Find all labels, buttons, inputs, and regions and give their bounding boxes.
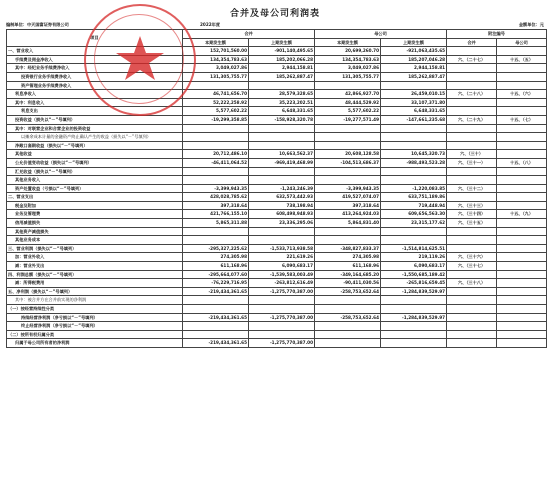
- row-item-label: 税金及附加: [7, 201, 183, 210]
- note-parent-value: [497, 47, 547, 56]
- consolidated-current-value: 20,712,486.10: [183, 150, 249, 159]
- parent-previous-value: 6,090,683.17: [381, 262, 447, 271]
- row-item-label: 减：营业外支出: [7, 262, 183, 271]
- consolidated-current-value: -219,434,361.65: [183, 287, 249, 296]
- consolidated-current-value: -76,229,716.95: [183, 279, 249, 288]
- table-row: [7, 141, 547, 150]
- consolidated-previous-value: -969,419,468.99: [249, 158, 315, 167]
- parent-previous-value: -1,284,839,529.97: [381, 287, 447, 296]
- consolidated-previous-value: -1,533,713,938.58: [249, 244, 315, 253]
- parent-current-value: -90,411,030.56: [315, 279, 381, 288]
- consolidated-previous-value: -1,243,246.39: [249, 184, 315, 193]
- consolidated-previous-value: 6,648,331.65: [249, 107, 315, 116]
- parent-current-value: [315, 236, 381, 245]
- consolidated-current-value: [183, 236, 249, 245]
- row-item-label: 业务及管理费: [7, 210, 183, 219]
- note-consolidated-value: [447, 236, 497, 245]
- consolidated-current-value: [183, 305, 249, 314]
- row-item-label: 五、净利润（损失以“－”号填列）: [7, 287, 183, 296]
- parent-current-value: 413,264,924.03: [315, 210, 381, 219]
- parent-current-value: [315, 305, 381, 314]
- parent-previous-value: 719,448.94: [381, 201, 447, 210]
- row-item-label: 投资银行业务手续费净收入: [7, 72, 183, 81]
- consolidated-current-value: 5,865,311.88: [183, 219, 249, 228]
- parent-previous-value: [381, 305, 447, 314]
- parent-current-value: -349,164,685.20: [315, 270, 381, 279]
- note-consolidated-value: 六、（三十四）: [447, 210, 497, 219]
- note-consolidated-value: [447, 64, 497, 73]
- parent-current-value: [315, 124, 381, 133]
- consolidated-previous-value: 185,262,887.47: [249, 72, 315, 81]
- parent-previous-value: [381, 133, 447, 142]
- consolidated-previous-value: [249, 167, 315, 176]
- parent-current-value: 134,354,783.63: [315, 55, 381, 64]
- col-group-consolidated: 合并: [183, 30, 315, 39]
- consolidated-previous-value: [249, 141, 315, 150]
- consolidated-current-value: 274,305.98: [183, 253, 249, 262]
- row-item-label: 汇兑收益（损失以“－”号填列）: [7, 167, 183, 176]
- parent-previous-value: -921,063,435.65: [381, 47, 447, 56]
- consolidated-previous-value: 28,579,328.65: [249, 90, 315, 99]
- table-row: [7, 219, 547, 228]
- table-row: [7, 72, 547, 81]
- col-note-parent: 母公司: [497, 38, 547, 47]
- note-consolidated-value: 六、（三十三）: [447, 201, 497, 210]
- row-item-label: 减：所得税费用: [7, 279, 183, 288]
- currency-unit: 金额单位：元: [518, 22, 544, 27]
- note-consolidated-value: [447, 167, 497, 176]
- income-statement-table: [6, 29, 547, 348]
- table-row: [7, 330, 547, 339]
- note-consolidated-value: [447, 193, 497, 202]
- note-consolidated-value: 六、（三十七）: [447, 262, 497, 271]
- parent-current-value: [315, 141, 381, 150]
- row-item-label: 其他业务成本: [7, 236, 183, 245]
- consolidated-previous-value: 185,202,066.28: [249, 55, 315, 64]
- note-parent-value: [497, 124, 547, 133]
- row-item-label: 其中：经纪业务手续费净收入: [7, 64, 183, 73]
- note-parent-value: [497, 133, 547, 142]
- consolidated-previous-value: 23,336,295.06: [249, 219, 315, 228]
- row-item-label: 加：营业外收入: [7, 253, 183, 262]
- consolidated-current-value: [183, 227, 249, 236]
- parent-previous-value: [381, 236, 447, 245]
- note-parent-value: 十五、（六）: [497, 90, 547, 99]
- note-consolidated-value: 六、（三十五）: [447, 219, 497, 228]
- note-consolidated-value: [447, 296, 497, 305]
- consolidated-previous-value: -1,275,770,387.00: [249, 313, 315, 322]
- parent-previous-value: [381, 141, 447, 150]
- table-row: [7, 270, 547, 279]
- statement-year: 2022年度: [200, 22, 221, 27]
- row-item-label: 其中：对联营企业和合营企业的投资收益: [7, 124, 183, 133]
- consolidated-current-value: 3,049,027.86: [183, 64, 249, 73]
- note-consolidated-value: [447, 244, 497, 253]
- parent-previous-value: [381, 176, 447, 185]
- row-item-label: 公允价值变动收益（损失以“－”号填列）: [7, 158, 183, 167]
- note-parent-value: [497, 296, 547, 305]
- parent-previous-value: -1,514,814,625.51: [381, 244, 447, 253]
- table-row: [7, 98, 547, 107]
- note-consolidated-value: [447, 124, 497, 133]
- parent-previous-value: 219,119.26: [381, 253, 447, 262]
- consolidated-previous-value: [249, 305, 315, 314]
- table-row: [7, 158, 547, 167]
- table-row: [7, 47, 547, 56]
- parent-current-value: -3,399,943.35: [315, 184, 381, 193]
- consolidated-previous-value: 6,090,683.17: [249, 262, 315, 271]
- parent-previous-value: 23,315,177.62: [381, 219, 447, 228]
- parent-previous-value: [381, 167, 447, 176]
- consolidated-current-value: [183, 141, 249, 150]
- parent-current-value: 5,577,602.22: [315, 107, 381, 116]
- table-row: [7, 55, 547, 64]
- parent-previous-value: 609,656,563.30: [381, 210, 447, 219]
- table-row: [7, 262, 547, 271]
- parent-previous-value: 10,645,320.73: [381, 150, 447, 159]
- parent-previous-value: [381, 322, 447, 331]
- note-consolidated-value: [447, 339, 497, 348]
- note-consolidated-value: [447, 227, 497, 236]
- row-item-label: （二）按所有权归属分类: [7, 330, 183, 339]
- parent-previous-value: 185,262,887.47: [381, 72, 447, 81]
- table-row: [7, 244, 547, 253]
- consolidated-previous-value: -1,275,770,387.00: [249, 339, 315, 348]
- row-item-label: 四、利润总额（损失以“－”号填列）: [7, 270, 183, 279]
- consolidated-previous-value: 2,944,158.81: [249, 64, 315, 73]
- consolidated-current-value: -219,434,361.65: [183, 339, 249, 348]
- note-parent-value: 十五、（七）: [497, 115, 547, 124]
- parent-current-value: [315, 133, 381, 142]
- parent-previous-value: [381, 227, 447, 236]
- consolidated-previous-value: 221,619.26: [249, 253, 315, 262]
- note-consolidated-value: 六、（三十六）: [447, 253, 497, 262]
- row-item-label: 持续经营净利润（净亏损以“－”号填列）: [7, 313, 183, 322]
- note-parent-value: 十五、（九）: [497, 210, 547, 219]
- note-consolidated-value: [447, 107, 497, 116]
- consolidated-previous-value: 35,223,202.51: [249, 98, 315, 107]
- parent-current-value: [315, 296, 381, 305]
- note-parent-value: [497, 72, 547, 81]
- parent-current-value: -348,827,833.37: [315, 244, 381, 253]
- table-row: [7, 81, 547, 90]
- row-item-label: 手续费及佣金净收入: [7, 55, 183, 64]
- parent-current-value: 397,318.64: [315, 201, 381, 210]
- parent-current-value: 274,305.98: [315, 253, 381, 262]
- note-parent-value: [497, 107, 547, 116]
- parent-current-value: 42,866,927.70: [315, 90, 381, 99]
- consolidated-previous-value: 632,573,442.93: [249, 193, 315, 202]
- parent-previous-value: 633,751,189.86: [381, 193, 447, 202]
- note-parent-value: [497, 64, 547, 73]
- parent-current-value: 131,305,755.77: [315, 72, 381, 81]
- table-row: [7, 339, 547, 348]
- note-parent-value: [497, 167, 547, 176]
- parent-previous-value: 26,459,010.15: [381, 90, 447, 99]
- consolidated-current-value: 428,028,785.62: [183, 193, 249, 202]
- consolidated-previous-value: -901,140,495.65: [249, 47, 315, 56]
- consolidated-current-value: [183, 296, 249, 305]
- consolidated-current-value: [183, 81, 249, 90]
- row-item-label: 资产处置收益（亏损以“－”号填列）: [7, 184, 183, 193]
- row-item-label: 净敞口套期收益（损失以“－”号填列）: [7, 141, 183, 150]
- table-row: [7, 107, 547, 116]
- note-parent-value: [497, 305, 547, 314]
- table-row: [7, 64, 547, 73]
- consolidated-current-value: [183, 330, 249, 339]
- parent-previous-value: 33,107,371.80: [381, 98, 447, 107]
- note-parent-value: [497, 141, 547, 150]
- note-consolidated-value: 六、（三十一）: [447, 158, 497, 167]
- statement-body: [7, 47, 547, 348]
- row-item-label: 其他业务收入: [7, 176, 183, 185]
- consolidated-previous-value: -1,275,770,387.00: [249, 287, 315, 296]
- parent-current-value: -104,513,686.37: [315, 158, 381, 167]
- note-consolidated-value: [447, 72, 497, 81]
- table-row: [7, 322, 547, 331]
- row-item-label: 归属于母公司所有者的净利润: [7, 339, 183, 348]
- consolidated-current-value: 46,741,656.70: [183, 90, 249, 99]
- row-item-label: 利息净收入: [7, 90, 183, 99]
- consolidated-current-value: 611,168.96: [183, 262, 249, 271]
- parent-previous-value: [381, 81, 447, 90]
- note-consolidated-value: 六、（二十八）: [447, 90, 497, 99]
- col-group-notes: 附注编号: [447, 30, 547, 39]
- row-item-label: 终止经营净利润（净亏损以“－”号填列）: [7, 322, 183, 331]
- consolidated-previous-value: [249, 176, 315, 185]
- parent-previous-value: -147,661,235.68: [381, 115, 447, 124]
- note-parent-value: [497, 193, 547, 202]
- note-consolidated-value: [447, 313, 497, 322]
- row-item-label: 利息支出: [7, 107, 183, 116]
- table-row: [7, 184, 547, 193]
- note-parent-value: [497, 339, 547, 348]
- note-consolidated-value: 六、（二十九）: [447, 115, 497, 124]
- consolidated-current-value: [183, 124, 249, 133]
- note-consolidated-value: [447, 330, 497, 339]
- note-consolidated-value: 六、（二十七）: [447, 55, 497, 64]
- row-item-label: 二、营业支出: [7, 193, 183, 202]
- note-parent-value: [497, 98, 547, 107]
- note-consolidated-value: [447, 322, 497, 331]
- consolidated-previous-value: 608,498,948.93: [249, 210, 315, 219]
- consolidated-previous-value: [249, 330, 315, 339]
- parent-previous-value: 6,648,331.65: [381, 107, 447, 116]
- col-parent-current: 本期发生额: [315, 38, 381, 47]
- parent-current-value: [315, 81, 381, 90]
- statement-title: 合并及母公司利润表: [229, 9, 320, 19]
- row-item-label: 信用减值损失: [7, 219, 183, 228]
- consolidated-current-value: -295,664,077.60: [183, 270, 249, 279]
- row-item-label: 其他收益: [7, 150, 183, 159]
- parent-previous-value: -265,816,659.45: [381, 279, 447, 288]
- parent-current-value: [315, 339, 381, 348]
- consolidated-previous-value: -158,928,320.78: [249, 115, 315, 124]
- note-parent-value: [497, 219, 547, 228]
- consolidated-previous-value: 10,663,562.37: [249, 150, 315, 159]
- table-row: [7, 90, 547, 99]
- row-item-label: 三、营业利润（损失以“－”号填列）: [7, 244, 183, 253]
- consolidated-current-value: 397,318.64: [183, 201, 249, 210]
- table-row: [7, 133, 547, 142]
- parent-current-value: 3,049,027.86: [315, 64, 381, 73]
- parent-previous-value: -1,220,083.85: [381, 184, 447, 193]
- note-parent-value: [497, 244, 547, 253]
- note-parent-value: [497, 279, 547, 288]
- table-row: [7, 150, 547, 159]
- consolidated-current-value: 131,305,755.77: [183, 72, 249, 81]
- consolidated-current-value: [183, 133, 249, 142]
- note-parent-value: 十五、（八）: [497, 158, 547, 167]
- table-row: [7, 124, 547, 133]
- consolidated-previous-value: [249, 322, 315, 331]
- parent-previous-value: [381, 339, 447, 348]
- parent-current-value: [315, 322, 381, 331]
- parent-current-value: 48,444,529.92: [315, 98, 381, 107]
- note-parent-value: [497, 236, 547, 245]
- parent-previous-value: [381, 330, 447, 339]
- consolidated-previous-value: [249, 296, 315, 305]
- consolidated-current-value: 134,354,783.63: [183, 55, 249, 64]
- consolidated-current-value: [183, 322, 249, 331]
- parent-previous-value: 185,207,046.28: [381, 55, 447, 64]
- table-row: [7, 193, 547, 202]
- note-consolidated-value: [447, 287, 497, 296]
- row-item-label: 其他资产减值损失: [7, 227, 183, 236]
- note-consolidated-value: 六、（三十八）: [447, 279, 497, 288]
- consolidated-previous-value: [249, 227, 315, 236]
- table-row: [7, 236, 547, 245]
- table-row: [7, 167, 547, 176]
- consolidated-current-value: -46,411,064.52: [183, 158, 249, 167]
- note-consolidated-value: [447, 141, 497, 150]
- row-item-label: 其中：被合并方在合并前实现的净利润: [7, 296, 183, 305]
- col-group-parent: 母公司: [315, 30, 447, 39]
- note-parent-value: [497, 81, 547, 90]
- parent-current-value: -19,277,571.49: [315, 115, 381, 124]
- note-parent-value: [497, 184, 547, 193]
- note-parent-value: [497, 287, 547, 296]
- note-parent-value: [497, 253, 547, 262]
- parent-current-value: 611,168.96: [315, 262, 381, 271]
- consolidated-previous-value: 738,198.94: [249, 201, 315, 210]
- table-row: [7, 227, 547, 236]
- consolidated-current-value: 52,222,258.92: [183, 98, 249, 107]
- note-parent-value: [497, 270, 547, 279]
- note-consolidated-value: [447, 305, 497, 314]
- consolidated-previous-value: [249, 124, 315, 133]
- parent-previous-value: 2,944,158.81: [381, 64, 447, 73]
- row-item-label: 以摊余成本计量的金融资产终止确认产生的收益（损失以“－”号填列）: [7, 133, 183, 142]
- consolidated-previous-value: [249, 133, 315, 142]
- header-row-groups: [7, 30, 547, 39]
- parent-current-value: 20,699,260.70: [315, 47, 381, 56]
- col-item-header: 项目: [7, 30, 183, 47]
- consolidated-current-value: [183, 176, 249, 185]
- row-item-label: 其中：利息收入: [7, 98, 183, 107]
- parent-current-value: 20,608,128.58: [315, 150, 381, 159]
- note-consolidated-value: 六、（三十二）: [447, 184, 497, 193]
- table-row: [7, 287, 547, 296]
- consolidated-previous-value: -1,539,583,003.49: [249, 270, 315, 279]
- col-consolidated-current: 本期发生额: [183, 38, 249, 47]
- note-consolidated-value: [447, 98, 497, 107]
- note-parent-value: [497, 322, 547, 331]
- table-row: [7, 279, 547, 288]
- parent-current-value: [315, 330, 381, 339]
- note-parent-value: [497, 262, 547, 271]
- row-item-label: 投资收益（损失以“－”号填列）: [7, 115, 183, 124]
- parent-previous-value: [381, 296, 447, 305]
- table-row: [7, 115, 547, 124]
- consolidated-current-value: 152,701,560.00: [183, 47, 249, 56]
- parent-current-value: [315, 167, 381, 176]
- consolidated-current-value: -19,299,358.85: [183, 115, 249, 124]
- note-parent-value: [497, 227, 547, 236]
- note-parent-value: [497, 176, 547, 185]
- parent-previous-value: [381, 124, 447, 133]
- parent-previous-value: -988,493,523.28: [381, 158, 447, 167]
- consolidated-previous-value: -263,812,616.49: [249, 279, 315, 288]
- table-row: [7, 313, 547, 322]
- parent-previous-value: -1,550,685,189.42: [381, 270, 447, 279]
- parent-current-value: 419,527,074.07: [315, 193, 381, 202]
- parent-current-value: -258,753,652.64: [315, 287, 381, 296]
- table-row: [7, 296, 547, 305]
- consolidated-current-value: 421,766,155.10: [183, 210, 249, 219]
- col-parent-previous: 上期发生额: [381, 38, 447, 47]
- table-row: [7, 210, 547, 219]
- parent-current-value: 5,864,831.40: [315, 219, 381, 228]
- note-parent-value: [497, 150, 547, 159]
- note-parent-value: [497, 330, 547, 339]
- consolidated-current-value: 5,577,602.22: [183, 107, 249, 116]
- note-consolidated-value: [447, 270, 497, 279]
- row-item-label: 资产管理业务手续费净收入: [7, 81, 183, 90]
- col-note-consolidated: 合并: [447, 38, 497, 47]
- note-parent-value: 十五、（五）: [497, 55, 547, 64]
- consolidated-previous-value: [249, 81, 315, 90]
- note-parent-value: [497, 313, 547, 322]
- note-consolidated-value: 六、（三十）: [447, 150, 497, 159]
- row-item-label: （一）按经营持续性分类: [7, 305, 183, 314]
- table-row: [7, 201, 547, 210]
- note-consolidated-value: [447, 133, 497, 142]
- parent-current-value: [315, 176, 381, 185]
- parent-current-value: [315, 227, 381, 236]
- note-parent-value: [497, 201, 547, 210]
- col-consolidated-previous: 上期发生额: [249, 38, 315, 47]
- parent-previous-value: -1,284,839,529.97: [381, 313, 447, 322]
- note-consolidated-value: [447, 81, 497, 90]
- note-consolidated-value: [447, 47, 497, 56]
- note-consolidated-value: [447, 176, 497, 185]
- consolidated-current-value: -219,434,361.65: [183, 313, 249, 322]
- consolidated-current-value: -295,327,225.62: [183, 244, 249, 253]
- row-item-label: 一、营业收入: [7, 47, 183, 56]
- table-row: [7, 305, 547, 314]
- company-name: 编制单位：中天国富证券有限公司: [6, 22, 69, 27]
- parent-current-value: -258,753,652.64: [315, 313, 381, 322]
- consolidated-previous-value: [249, 236, 315, 245]
- table-row: [7, 176, 547, 185]
- consolidated-current-value: [183, 167, 249, 176]
- table-row: [7, 253, 547, 262]
- consolidated-current-value: -3,399,943.35: [183, 184, 249, 193]
